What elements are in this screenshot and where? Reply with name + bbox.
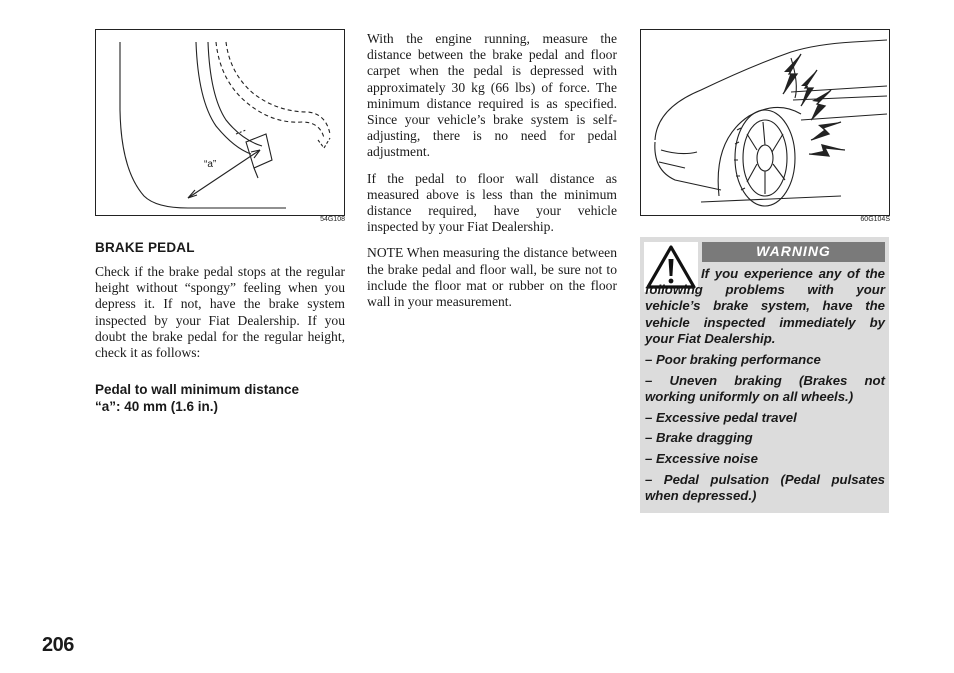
warning-list [645,352,885,504]
page-number: 206 [42,634,74,656]
warning-content [645,266,885,509]
warning-item: – Uneven braking (Brakes not working uniformly on all wheels.) [645,372,885,404]
brake-pedal-illustration [96,30,344,215]
left-body-text [95,264,345,371]
warning-item: – Excessive noise [645,451,758,467]
spec-line-1: Pedal to wall minimum distance [95,382,300,397]
warning-intro: If you experience any of the following problems with your vehicle’s brake system, have the vehicle inspected immediately by your Fiat Dealership. [645,266,885,346]
wheel-figure-code: 60G104S [860,216,890,223]
brake-pedal-figure [95,29,345,216]
middle-column [367,31,617,320]
warning-item: – Excessive pedal travel [645,409,797,425]
wheel-brake-figure [640,29,890,216]
warning-item: – Poor braking performance [645,352,821,368]
section-heading: BRAKE PEDAL [95,240,195,255]
warning-item: – Pedal pulsation (Pedal pulsates when depressed.) [645,471,885,503]
minimum-distance-spec [95,381,345,415]
dealership-paragraph: If the pedal to floor wall distance as measured above is less than the minimum distance required, have your vehicle inspected by your Fiat Dealership. [367,170,617,235]
warning-box [640,237,889,513]
spec-line-2: “a”: 40 mm (1.6 in.) [95,399,219,414]
note-paragraph: NOTE When measuring the distance between the brake pedal and floor wall, be sure not to include the floor mat or rubber on the floor wall in your measurement. [367,245,617,310]
brake-pedal-check-paragraph: Check if the brake pedal stops at the regular height without “spongy” feeling when you depress it. If not, have the brake system inspected by your Fiat Dealership. If you doubt the brake pedal for the regular height, check it as follows: [95,264,345,361]
pedal-figure-code: 54G108 [320,216,345,223]
wheel-illustration [641,30,889,215]
measurement-label-a: “a” [204,159,217,170]
warning-item: – Brake dragging [645,430,753,446]
warning-title-bar: WARNING [702,242,885,262]
measurement-paragraph: With the engine running, measure the distance between the brake pedal and floor carpet when the pedal is depressed with approximately 30 kg (66 lbs) of force. The minimum distance required is as specified. Since your vehicle’s brake system is self-adjusting, there is no need for pedal adjustment. [367,31,617,160]
